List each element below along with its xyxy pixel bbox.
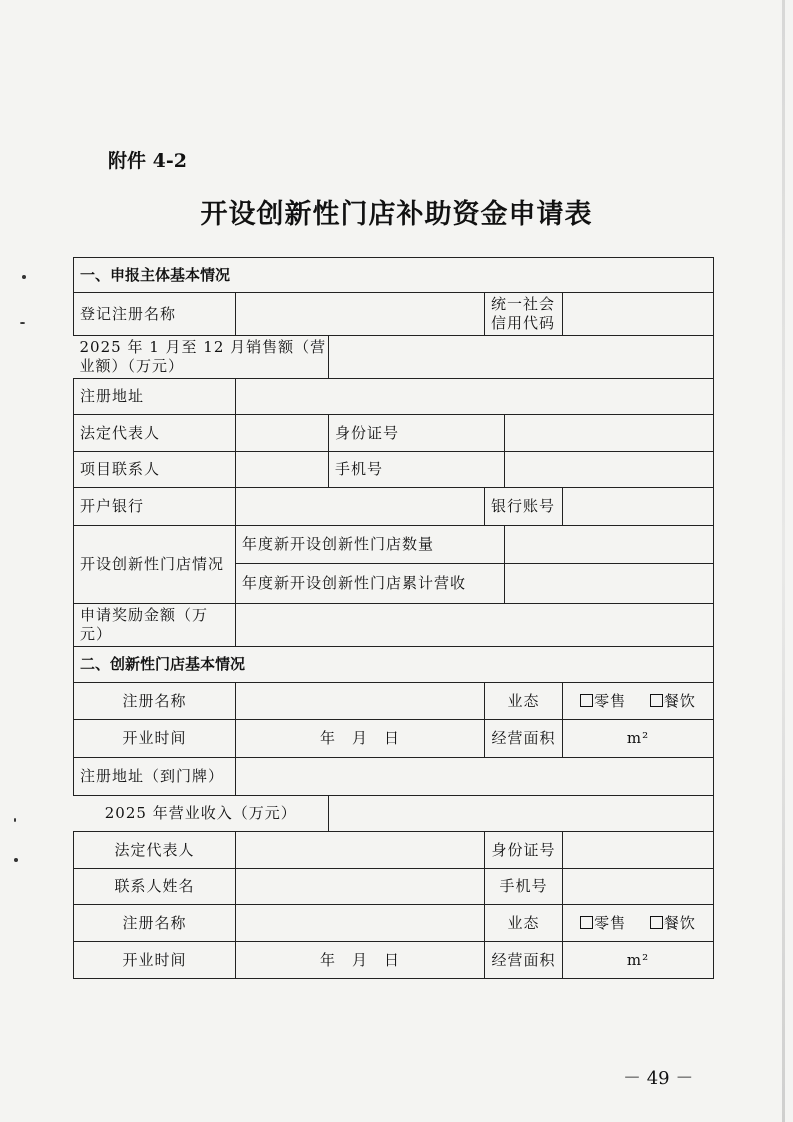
open-time-label: 开业时间 bbox=[74, 720, 236, 758]
revenue-row bbox=[74, 796, 329, 832]
store-reg-name-label-2: 注册名称 bbox=[74, 905, 236, 942]
account-value[interactable] bbox=[563, 488, 714, 526]
store-revenue-value[interactable] bbox=[505, 564, 714, 604]
sales-label: 2025 年 1 月至 12 月销售额（营业额）（万元） bbox=[79, 338, 327, 375]
legal-rep-value[interactable] bbox=[236, 415, 329, 452]
section1-heading: 一、申报主体基本情况 bbox=[74, 258, 714, 293]
reg-name-label: 登记注册名称 bbox=[74, 293, 236, 336]
credit-code-value[interactable] bbox=[563, 293, 714, 336]
store-reg-name-value-2[interactable] bbox=[236, 905, 485, 942]
bank-value[interactable] bbox=[236, 488, 485, 526]
contact-name-value[interactable] bbox=[236, 869, 485, 905]
retail-checkbox-2[interactable] bbox=[580, 916, 593, 929]
format-label-2: 业态 bbox=[485, 905, 563, 942]
open-time-label-2: 开业时间 bbox=[74, 942, 236, 979]
scan-speck bbox=[14, 858, 18, 862]
account-label: 银行账号 bbox=[485, 488, 563, 526]
store-reg-name-value[interactable] bbox=[236, 683, 485, 720]
open-time-value-2[interactable]: 年 月 日 bbox=[236, 942, 485, 979]
area-value-2[interactable]: m² bbox=[563, 942, 714, 979]
id-no-label: 身份证号 bbox=[329, 415, 505, 452]
bank-label: 开户银行 bbox=[74, 488, 236, 526]
section2-heading: 二、创新性门店基本情况 bbox=[74, 647, 714, 683]
credit-code-label: 统一社会信用代码 bbox=[485, 293, 563, 336]
store-reg-address-label: 注册地址（到门牌） bbox=[74, 758, 236, 796]
store-reg-name-label: 注册名称 bbox=[74, 683, 236, 720]
award-value[interactable] bbox=[236, 604, 714, 647]
contact-value[interactable] bbox=[236, 452, 329, 488]
contact-label: 项目联系人 bbox=[74, 452, 236, 488]
contact-name-label: 联系人姓名 bbox=[74, 869, 236, 905]
retail-label-2: 零售 bbox=[594, 913, 627, 932]
retail-option-2[interactable] bbox=[580, 914, 626, 932]
scan-speck bbox=[14, 818, 16, 822]
page-number: － 49 － bbox=[623, 1068, 694, 1089]
catering-label-2: 餐饮 bbox=[663, 913, 696, 932]
catering-checkbox-2[interactable] bbox=[650, 916, 663, 929]
catering-option[interactable] bbox=[650, 692, 696, 710]
store-mobile-value[interactable] bbox=[563, 869, 714, 905]
reg-address-label: 注册地址 bbox=[74, 379, 236, 415]
catering-label: 餐饮 bbox=[663, 691, 696, 710]
area-label: 经营面积 bbox=[485, 720, 563, 758]
store-mobile-label: 手机号 bbox=[485, 869, 563, 905]
store-status-label: 开设创新性门店情况 bbox=[74, 526, 236, 604]
revenue-value-ext[interactable] bbox=[329, 796, 714, 832]
area-label-2: 经营面积 bbox=[485, 942, 563, 979]
format-options bbox=[563, 683, 714, 720]
store-legal-rep-label: 法定代表人 bbox=[74, 832, 236, 869]
retail-label: 零售 bbox=[594, 691, 627, 710]
store-reg-address-value[interactable] bbox=[236, 758, 714, 796]
retail-checkbox[interactable] bbox=[580, 694, 593, 707]
format-options-2 bbox=[563, 905, 714, 942]
scan-edge bbox=[782, 0, 785, 1122]
attachment-label: 附件 4-2 bbox=[108, 150, 187, 172]
reg-name-value[interactable] bbox=[236, 293, 485, 336]
store-revenue-label: 年度新开设创新性门店累计营收 bbox=[236, 564, 505, 604]
area-value[interactable]: m² bbox=[563, 720, 714, 758]
revenue-label: 2025 年营业收入（万元） bbox=[104, 804, 297, 822]
sales-value-ext[interactable] bbox=[329, 336, 714, 379]
format-label: 业态 bbox=[485, 683, 563, 720]
id-no-value[interactable] bbox=[505, 415, 714, 452]
store-id-no-label: 身份证号 bbox=[485, 832, 563, 869]
mobile-label: 手机号 bbox=[329, 452, 505, 488]
retail-option[interactable] bbox=[580, 692, 626, 710]
scan-speck bbox=[22, 275, 26, 279]
catering-option-2[interactable] bbox=[650, 914, 696, 932]
store-count-label: 年度新开设创新性门店数量 bbox=[236, 526, 505, 564]
sales-row bbox=[74, 336, 329, 379]
open-time-value[interactable]: 年 月 日 bbox=[236, 720, 485, 758]
mobile-value[interactable] bbox=[505, 452, 714, 488]
award-label: 申请奖励金额（万元） bbox=[74, 604, 236, 647]
scan-speck bbox=[20, 322, 25, 324]
reg-address-value[interactable] bbox=[236, 379, 714, 415]
catering-checkbox[interactable] bbox=[650, 694, 663, 707]
form-title: 开设创新性门店补助资金申请表 bbox=[200, 199, 593, 230]
legal-rep-label: 法定代表人 bbox=[74, 415, 236, 452]
store-id-no-value[interactable] bbox=[563, 832, 714, 869]
store-count-value[interactable] bbox=[505, 526, 714, 564]
application-form bbox=[73, 257, 714, 979]
store-legal-rep-value[interactable] bbox=[236, 832, 485, 869]
